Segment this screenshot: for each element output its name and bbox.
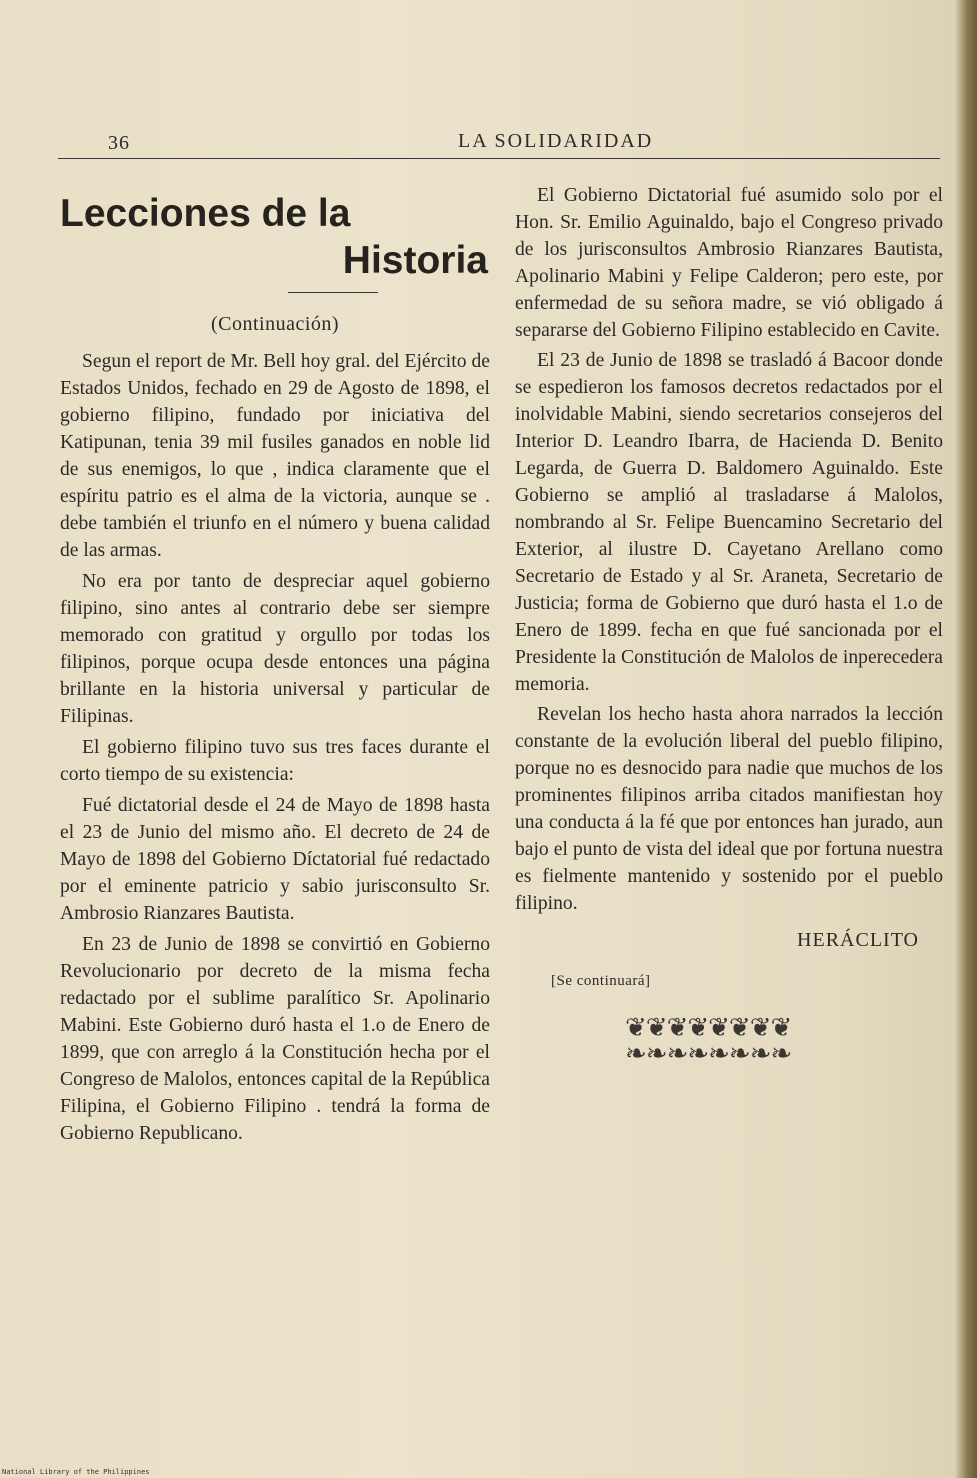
left-column <box>60 182 490 1151</box>
article-title-line-1: Lecciones de la <box>60 192 351 235</box>
paragraph-left-2: No era por tanto de despreciar aquel gobierno filipino, sino antes al contrario debe ser siempre memorado con gratitud y orgullo por todas los filipinos, porque ocupa desde entonces una página brillante en la historia universal y particular de Filipinas. <box>60 571 490 727</box>
page-header <box>58 128 940 159</box>
paragraph-left-5: En 23 de Junio de 1898 se convirtió en Gobierno Revolucionario por decreto de la misma fecha redactado por el sublime paralítico Sr. Apolinario Mabini. Este Gobierno duró hasta el 1.o de Enero de 1899, que con arreglo á la Constitución hecha por el Congreso de Malolos, entonces capital de la República Filipina, el Gobierno Filipino . tendrá la forma de Gobierno Republicano. <box>60 934 490 1144</box>
ornament-row-2: ❧❧❧❧❧❧❧❧ <box>625 1039 792 1068</box>
journal-title: LA SOLIDARIDAD <box>458 130 654 152</box>
paragraph-left-3: El gobierno filipino tuvo sus tres faces durante el corto tiempo de su existencia: <box>60 737 490 785</box>
right-column <box>515 182 943 1067</box>
article-subtitle: (Continuación) <box>210 313 340 335</box>
article-title-line-2: Historia <box>342 239 488 282</box>
article-title <box>60 190 490 284</box>
title-divider <box>288 292 378 293</box>
paragraph-left-1: Segun el report de Mr. Bell hoy gral. del Ejército de Estados Unidos, fechado en 29 de Agosto de 1898, el gobierno filipino, fundado por iniciativa del Katipunan, tenia 39 mil fusiles ganados en noble lid de sus enemigos, lo que , indica claramente que el espíritu patrio es el alma de la victoria, aunque se . debe también el triunfo en el número y buena calidad de las armas. <box>60 351 490 561</box>
page-number: 36 <box>108 132 130 154</box>
ornament-fleuron <box>625 1015 943 1067</box>
paragraph-right-1: El Gobierno Dictatorial fué asumido solo por el Hon. Sr. Emilio Aguinaldo, bajo el Congreso privado de los jurisconsultos Ambrosio Rianzares Bautista, Apolinario Mabini y Felipe Calderon; pero este, por enfermedad de su señora madre, se vió obligado á separarse del Gobierno Filipino establecido en Cavite. <box>515 185 943 341</box>
paragraph-right-3: Revelan los hecho hasta ahora narrados la lección constante de la evolución liberal del pueblo filipino, porque no es desnocido para nadie que muchos de los prominentes filipinos arriba citados manifiestan hoy una conducta á la fé que por entonces han jurado, aun bajo el punto de vista del ideal que por fortuna nuestra es fielmente mantenido y sostenido por el pueblo filipino. <box>515 704 943 914</box>
to-be-continued-note: [Se continuará] <box>551 973 651 989</box>
page-edge-shadow <box>955 0 977 1478</box>
ornament-row-1: ❦❦❦❦❦❦❦❦ <box>625 1013 792 1042</box>
paragraph-right-2: El 23 de Junio de 1898 se trasladó á Bacoor donde se espedieron los famosos decretos redactados por el inolvidable Mabini, siendo secretarios consejeros del Interior D. Leandro Ibarra, de Hacienda D. Benito Legarda, de Guerra D. Baldomero Aguinaldo. Este Gobierno se amplió al trasladarse á Malolos, nombrando al Sr. Felipe Buencamino Secretario del Exterior, al ilustre D. Cayetano Arellano como Secretario de Estado y al Sr. Araneta, Secretario de Justicia; forma de Gobierno que duró hasta el 1.o de Enero de 1899. fecha en que fué sancionada por el Presidente la Constitución de Malolos de inperecedera memoria. <box>515 350 943 695</box>
author-signature: HERÁCLITO <box>797 929 919 951</box>
paragraph-left-4: Fué dictatorial desde el 24 de Mayo de 1898 hasta el 23 de Junio del mismo año. El decreto de 24 de Mayo de 1898 del Gobierno Díctatorial fué redactado por el eminente patricio y sabio jurisconsulto Sr. Ambrosio Rianzares Bautista. <box>60 795 490 924</box>
library-credit: National Library of the Philippines <box>2 1468 150 1476</box>
